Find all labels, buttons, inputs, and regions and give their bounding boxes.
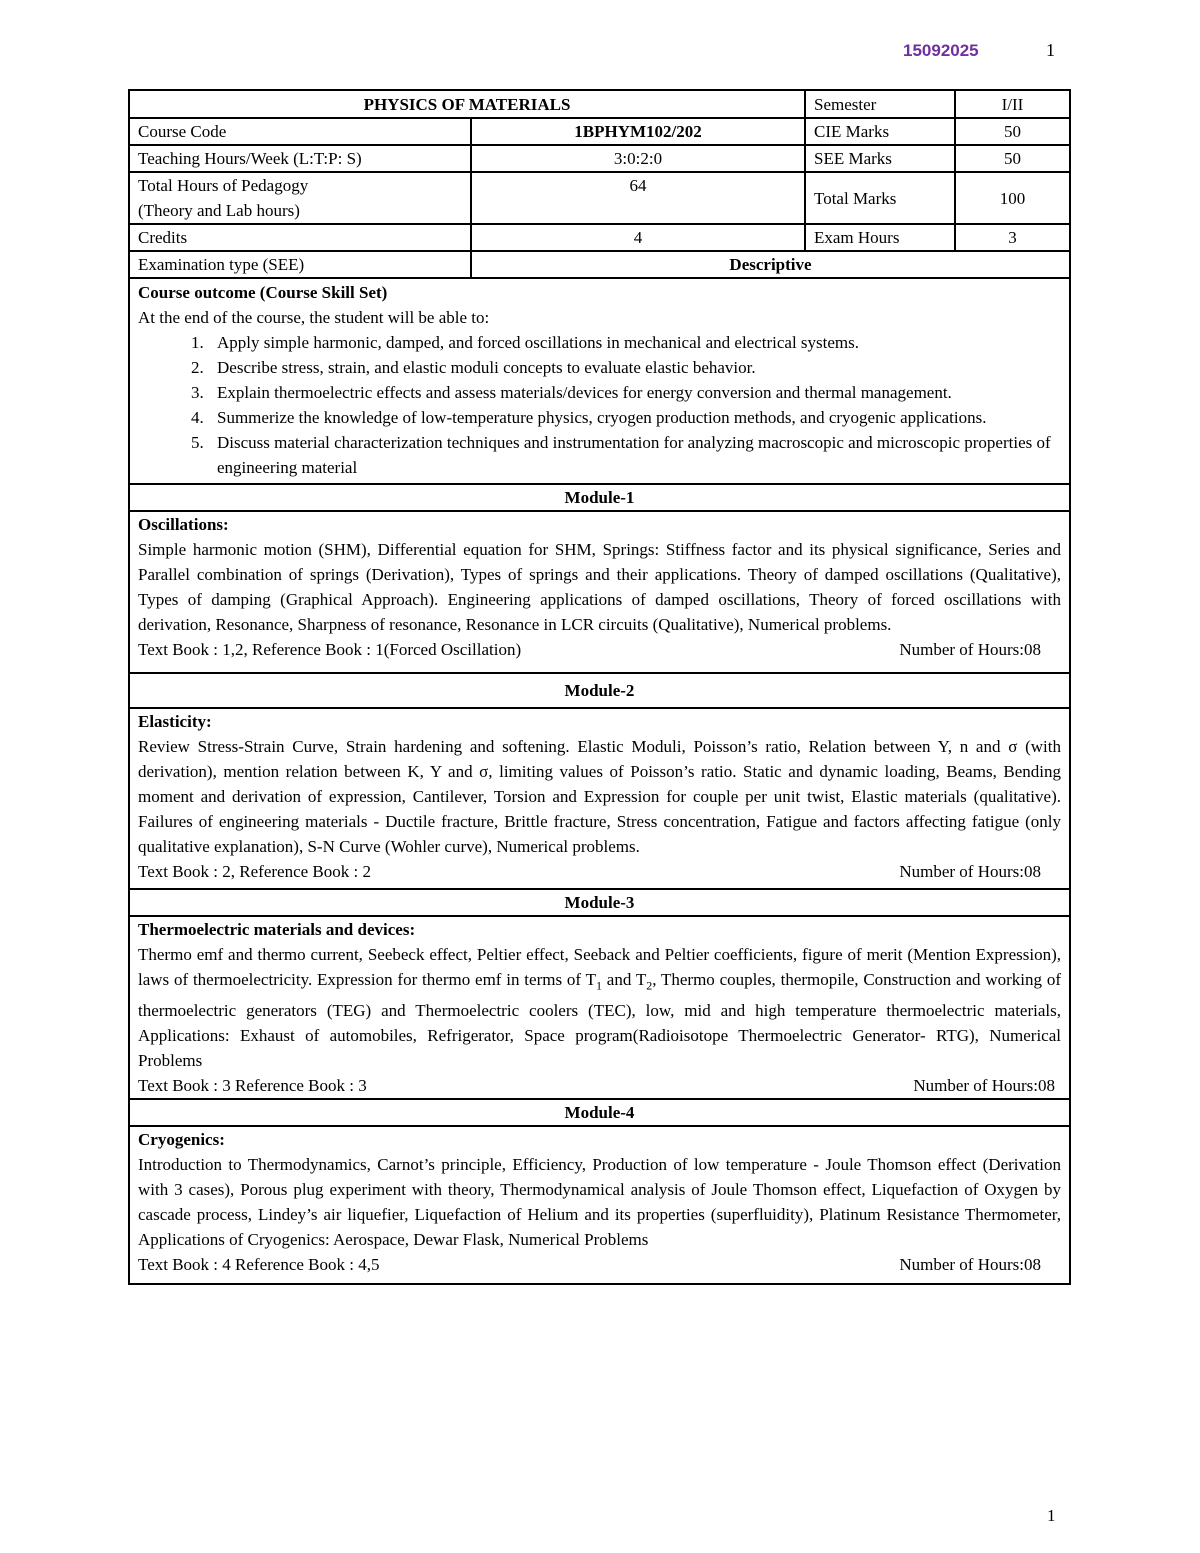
module-4-references: [138, 1252, 1061, 1277]
module-3-text-a: Thermo emf and thermo current, Seebeck effect, Peltier effect, Seeback and Peltier coefficients, figure of merit (Mention Expression), laws of thermoelectricity. Expression for thermo emf in terms of T: [138, 945, 1061, 989]
module-2-heading: Module-2: [129, 673, 1070, 708]
credits-label: Credits: [129, 224, 471, 251]
module-3-description: [138, 942, 1061, 1073]
pedagogy-hours-value: 64: [471, 172, 805, 224]
course-code-label: Course Code: [129, 118, 471, 145]
module-3-references: [138, 1073, 1061, 1098]
course-outcomes-cell: [129, 278, 1070, 484]
see-marks-label: SEE Marks: [805, 145, 955, 172]
exam-type-label: Examination type (SEE): [129, 251, 471, 278]
credits-value: 4: [471, 224, 805, 251]
course-code-value: 1BPHYM102/202: [471, 118, 805, 145]
exam-hours-value: 3: [955, 224, 1070, 251]
module-3-topic: Thermoelectric materials and devices:: [138, 920, 416, 939]
module-3-hours: Number of Hours:08: [913, 1076, 1055, 1096]
cie-marks-value: 50: [955, 118, 1070, 145]
outcome-item: 2. Describe stress, strain, and elastic moduli concepts to evaluate elastic behavior.: [208, 355, 1061, 380]
document-code: 15092025: [903, 41, 979, 60]
module-2-description: Review Stress-Strain Curve, Strain hardening and softening. Elastic Moduli, Poisson’s ratio, Relation between Y, n and σ (with derivation), mention relation between K, Y and σ, limiting values of Poisson’s ratio. Static and dynamic loading, Beams, Bending moment and derivation of expression, Cantilever, Torsion and Expression for couple per unit twist, Elastic materials (qualitative). Failures of engineering materials - Ductile fracture, Brittle fracture, Stress concentration, Fatigue and factors affecting fatigue (only qualitative explanation), S-N Curve (Wohler curve), Numerical problems.: [138, 737, 1061, 856]
outcome-item: 4. Summerize the knowledge of low-temperature physics, cryogen production methods, and cryogenic applications.: [208, 405, 1061, 430]
teaching-hours-value: 3:0:2:0: [471, 145, 805, 172]
pedagogy-hours-label: [129, 172, 471, 224]
module-1-references: [138, 637, 1061, 662]
module-1-topic: Oscillations:: [138, 515, 229, 534]
cie-marks-label: CIE Marks: [805, 118, 955, 145]
exam-type-value: Descriptive: [471, 251, 1070, 278]
module-1-heading: Module-1: [129, 484, 1070, 511]
module-2-books: Text Book : 2, Reference Book : 2: [138, 862, 371, 881]
module-1-content: [129, 511, 1070, 673]
module-3-subscript-1: 1: [595, 978, 602, 993]
module-3-subscript-2: 2: [646, 978, 653, 993]
pedagogy-label-line1: Total Hours of Pedagogy: [138, 176, 309, 195]
total-marks-label: Total Marks: [805, 172, 955, 224]
module-4-description: Introduction to Thermodynamics, Carnot’s principle, Efficiency, Production of low temperature - Joule Thomson effect (Derivation with 3 cases), Porous plug experiment with theory, Thermodynamical analysis of Joule Thomson effect, Liquefaction of Oxygen by cascade process, Lindey’s air liquefier, Liquefaction of Helium and its properties (superfluidity), Platinum Resistance Thermometer, Applications of Cryogenics: Aerospace, Dewar Flask, Numerical Problems: [138, 1155, 1061, 1250]
module-2-content: [129, 708, 1070, 889]
module-2-hours: Number of Hours:08: [899, 862, 1041, 881]
module-4-content: [129, 1126, 1070, 1284]
module-4-hours: Number of Hours:08: [899, 1255, 1041, 1275]
outcomes-heading: Course outcome (Course Skill Set): [138, 283, 388, 302]
module-3-text-c: , Thermo couples, thermopile, Construction and working of thermoelectric generators (TEG) and Thermoelectric coolers (TEC), low, mid and high temperature thermoelectric materials, Applications: Exhaust of automobiles, Refrigerator, Space program(Radioisotope Thermoelectric Generator- RTG), Numerical Problems: [138, 970, 1062, 1071]
module-4-heading: Module-4: [129, 1099, 1070, 1126]
outcome-item: 5. Discuss material characterization techniques and instrumentation for analyzing macroscopic and microscopic properties of engineering material: [208, 430, 1061, 480]
module-3-text-b: and T: [601, 970, 647, 989]
see-marks-value: 50: [955, 145, 1070, 172]
outcome-item: 1. Apply simple harmonic, damped, and forced oscillations in mechanical and electrical systems.: [208, 330, 1061, 355]
module-1-hours: Number of Hours:08: [899, 640, 1041, 659]
module-4-topic: Cryogenics:: [138, 1130, 225, 1150]
semester-label: Semester: [805, 90, 955, 118]
footer-page-number: 1: [1047, 1506, 1056, 1525]
total-marks-value: 100: [955, 172, 1070, 224]
module-2-topic: Elasticity:: [138, 712, 212, 731]
module-3-content: [129, 916, 1070, 1099]
module-2-references: [138, 859, 1061, 884]
module-1-books: Text Book : 1,2, Reference Book : 1(Forced Oscillation): [138, 640, 522, 659]
module-3-heading: Module-3: [129, 889, 1070, 916]
header-page-number: 1: [1046, 40, 1055, 60]
pedagogy-label-line2: (Theory and Lab hours): [138, 201, 300, 220]
module-3-books: Text Book : 3 Reference Book : 3: [138, 1076, 367, 1096]
exam-hours-label: Exam Hours: [805, 224, 955, 251]
course-title: PHYSICS OF MATERIALS: [129, 90, 805, 118]
outcomes-list: [138, 330, 1061, 480]
outcome-item: 3. Explain thermoelectric effects and assess materials/devices for energy conversion and thermal management.: [208, 380, 1061, 405]
outcomes-intro: At the end of the course, the student will be able to:: [138, 308, 490, 327]
course-table: [128, 89, 1071, 1285]
semester-value: I/II: [955, 90, 1070, 118]
module-1-description: Simple harmonic motion (SHM), Differential equation for SHM, Springs: Stiffness factor and its physical significance, Series and Parallel combination of springs (Derivation), Types of springs and their applications. Theory of damped oscillations (Qualitative), Types of damping (Graphical Approach). Engineering applications of damped oscillations, Theory of forced oscillations with derivation, Resonance, Sharpness of resonance, Resonance in LCR circuits (Qualitative), Numerical problems.: [138, 540, 1061, 634]
teaching-hours-label: Teaching Hours/Week (L:T:P: S): [129, 145, 471, 172]
module-4-books: Text Book : 4 Reference Book : 4,5: [138, 1255, 380, 1275]
